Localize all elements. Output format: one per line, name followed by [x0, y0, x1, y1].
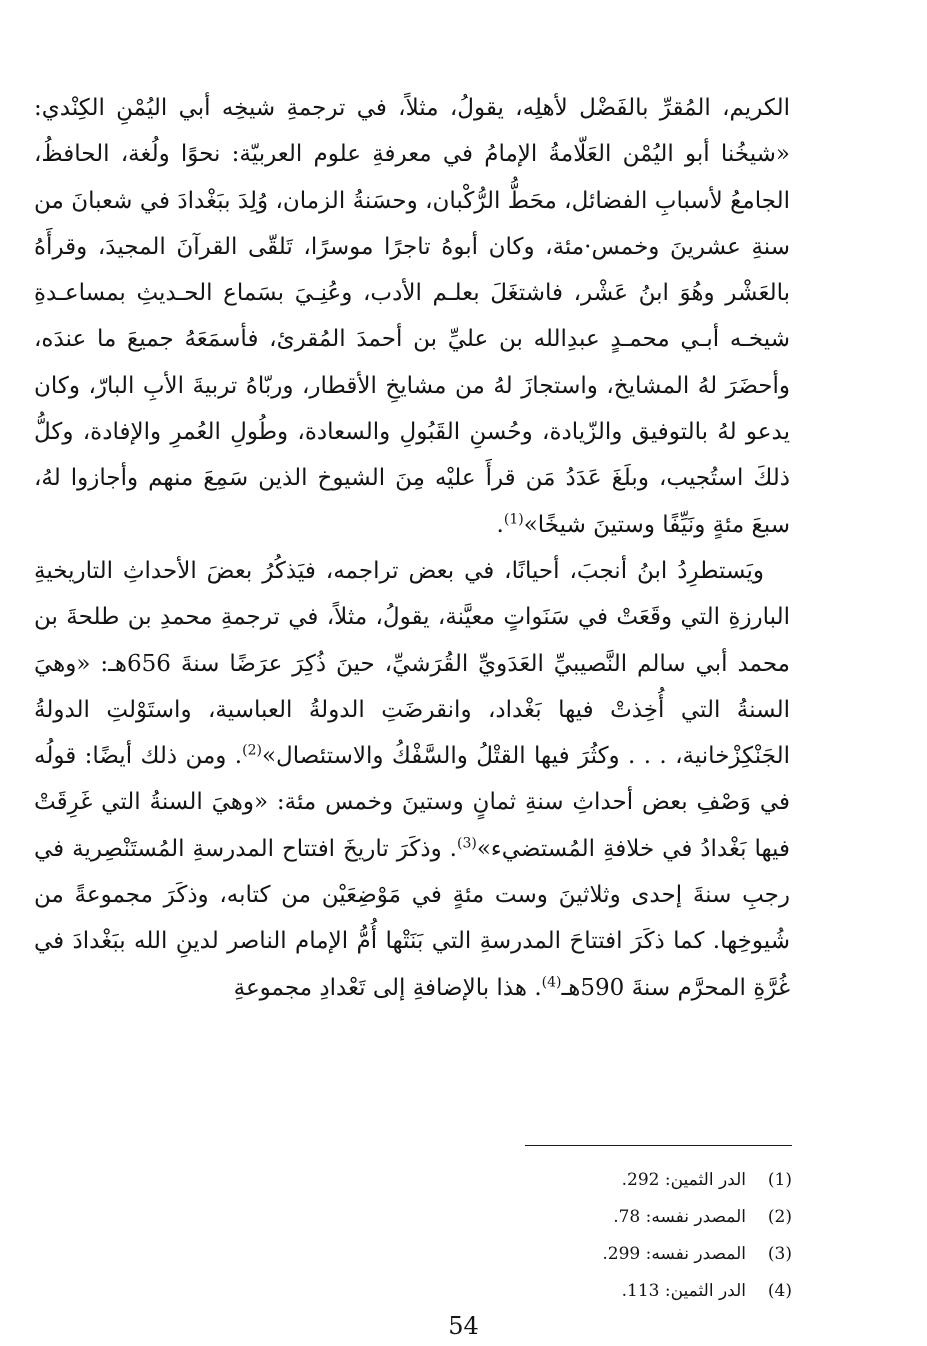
paragraph-1 [34, 85, 790, 548]
paragraph-1-text: الكريم، المُقرِّ بالفَضْل لأهلِه، يقولُ، مثلاً، في ترجمةِ شيخِه أبي اليُمْنِ الكِنْدي: «شيخُنا أبو اليُمْن العَلّامةُ الإمامُ في معرفةِ علوم العربيّة: نحوًا ولُغة، الحافظُ، الجامعُ لأسبابِ الفضائل، محَطُّ الرُّكْبان، وحسَنةُ الزمان، وُلِدَ ببَغْدادَ في شعبانَ من سنةِ عشرينَ وخمس·مئة، وكان أبوهُ تاجرًا موسرًا، تَلقّى القرآنَ المجيدَ، وقرأَهُ بالعَشْر وهُوَ ابنُ عَشْر، فاشتغَلَ بعلـم الأدب، وعُنِـيَ بسَماع الحـديثِ بمساعـدةِ شيخـه أبـي محمـدٍ عبدِالله بن عليِّ بن أحمدَ المُقرئ، فأسمَعَهُ جميعَ ما عندَه، وأحضَرَ لهُ المشايخ، واستجازَ لهُ من مشايخِ الأقطار، وربّاهُ تربيةَ الأبِ البارّ، وكان يدعو لهُ بالتوفيق والزّيادة، وحُسنِ القَبُولِ والسعادة، وطُولِ العُمرِ والإفادة، وكلُّ ذلكَ استُجيب، وبلَغَ عَدَدُ مَن قرأَ عليْه مِنَ الشيوخ الذين سَمِعَ منهم وأجازوا لهُ، سبعَ مئةٍ ونَيِّفًا وستينَ شيخًا» [34, 95, 790, 538]
footnote-2 [300, 1199, 792, 1236]
footnote-2-number: (2) [767, 1207, 792, 1227]
paragraph-2-text-c: . وذكَرَ تاريخَ افتتاح المدرسةِ المُستَنْصِرية في رجبِ سنةَ إحدى وثلاثينَ وست مئةٍ في مَوْضِعَيْن من كتابه، وذكَرَ مجموعةً من شُيوخِها. كما ذكَرَ افتتاحَ المدرسةِ التي بَنَتْها أُمُّ الإمام الناصر لدينِ الله ببَغْدادَ في غُرَّةِ المحرَّم سنةَ 590هـ [34, 835, 790, 1001]
paragraph-2-text-b: . ومن ذلك أيضًا: قولُه في وَصْفِ بعض أحداثِ سنةِ ثمانٍ وستينَ وخمس مئة: «وهيَ السنةُ التي غَرِقَتْ فيها بَغْدادُ في خلافةِ المُستضيء» [34, 743, 790, 862]
footnote-1-text: الدر الثمين: 292. [621, 1170, 746, 1190]
footnote-4 [300, 1273, 792, 1310]
paragraph-2-text-a: ويَستطرِدُ ابنُ أنجبَ، أحيانًا، في بعض تراجمه، فيَذكُرُ بعضَ الأحداثِ التاريخيةِ البارزةِ التي وقَعَتْ في سَنَواتٍ معيَّنة، يقولُ، مثلاً، في ترجمةِ محمدِ بن طلحةَ بن محمد أبي سالم النَّصيبيِّ العَدَويِّ القُرَشيِّ، حينَ ذُكِرَ عرَضًا سنةَ 656هـ: «وهيَ السنةُ التي أُخِذتْ فيها بَغْداد، وانقرضَتِ الدولةُ العباسية، واستَوْلتِ الدولةُ الجَنْكِزْخانية، . . . وكثُرَ فيها القتْلُ والسَّفْكُ والاستئصال» [34, 557, 790, 770]
footnote-4-text: الدر الثمين: 113. [621, 1281, 746, 1301]
paragraph-2 [34, 548, 790, 1011]
footnote-ref-2: (2) [242, 742, 262, 759]
footnote-ref-1: (1) [503, 511, 524, 528]
main-text [34, 85, 790, 1011]
footnote-3 [300, 1236, 792, 1273]
footnote-separator [525, 1145, 792, 1146]
footnote-1-number: (1) [767, 1170, 792, 1190]
footnotes [300, 1162, 792, 1310]
footnote-4-number: (4) [767, 1281, 792, 1301]
footnote-3-text: المصدر نفسه: 299. [602, 1244, 746, 1264]
footnote-ref-4: (4) [541, 973, 562, 990]
footnote-2-text: المصدر نفسه: 78. [613, 1207, 746, 1227]
footnote-1 [300, 1162, 792, 1199]
footnote-ref-3: (3) [457, 835, 477, 852]
paragraph-2-text-d: . هذا بالإضافةِ إلى تَعْدادِ مجموعةِ [233, 974, 542, 1001]
page-number: 54 [448, 1312, 479, 1340]
paragraph-1-end: . [496, 511, 504, 538]
footnote-3-number: (3) [767, 1244, 792, 1264]
